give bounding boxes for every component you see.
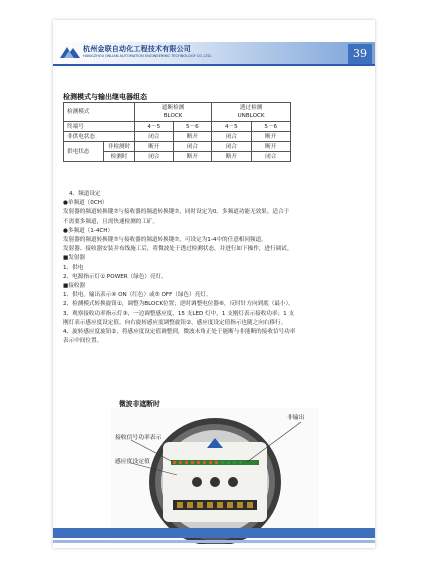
company-english-name: HANGZHOU JINLIAN AUTOMATION ENGINEERING TECHNOLOGY CO.,LTD. — [83, 54, 212, 58]
body-text — [63, 190, 368, 346]
paragraph-line: 刚灯表示感应度设定值。向右旋转感应度调整旋钮②，感应度设定值指示也随之向右移行。 — [63, 319, 287, 326]
table-row — [64, 142, 291, 152]
document-page — [53, 20, 375, 548]
table-cell: 5－6 — [173, 122, 212, 132]
table-cell: 闭合 — [135, 132, 174, 142]
table-cell: 5－6 — [251, 122, 290, 132]
company-logo-icon — [59, 45, 81, 59]
paragraph-line: 1、供电 — [63, 264, 84, 271]
relay-config-table — [63, 102, 291, 162]
header-cell-block: 遮断检测 BLOCK — [135, 103, 212, 122]
table-cell: 4－5 — [212, 122, 251, 132]
device-photo — [111, 408, 319, 544]
table-cell: 断开 — [251, 142, 290, 152]
row-label: 终端号 — [64, 122, 135, 132]
table-cell: 断开 — [135, 142, 174, 152]
table-header-row — [64, 103, 291, 122]
paragraph-line: 4、频道设定 — [69, 191, 101, 197]
footer-bar — [53, 528, 375, 538]
table-cell: 闭合 — [212, 142, 251, 152]
company-name: 杭州金联自动化工程技术有限公司 — [83, 45, 191, 53]
row-sublabel: 非检测时 — [104, 142, 135, 152]
paragraph-line: 不需要多频道，且需快速检测的工矿。 — [63, 218, 159, 225]
table-row — [64, 132, 291, 142]
callout-non-output: 非输出 — [287, 415, 305, 421]
paragraph-line: 发射器的频道转换键⑦与接收器的频道转换键⑦，可设定为1-4中的任意相同频道。 — [63, 237, 267, 244]
paragraph-line: 1、供电。输出表示④ ON（红色）或⑤ OFF（绿色）亮灯。 — [63, 292, 212, 299]
header-cell-mode: 检测模式 — [64, 103, 135, 122]
table-cell: 断开 — [251, 132, 290, 142]
row-sublabel: 检测时 — [104, 152, 135, 162]
table-cell: 断开 — [173, 152, 212, 162]
footer-line — [53, 540, 375, 543]
paragraph-line: 3、观察接收功率指示灯③，一边调整感应度，15 支LED 灯中，1 支刚灯表示接收功率；1 支 — [63, 310, 295, 317]
table-cell: 闭合 — [173, 142, 212, 152]
table-cell: 4－5 — [135, 122, 174, 132]
paragraph-line: ■接收器 — [63, 283, 86, 290]
paragraph-line: 发射器的频道转换键⑦与接收器的频道转换键⑦，同时设定为0。多频道功能无效果。适合于 — [63, 209, 290, 216]
table-cell: 闭合 — [135, 152, 174, 162]
page-number: 39 — [348, 44, 372, 64]
figure-title: 微波非遮断时 — [119, 400, 160, 408]
row-label: 非供电状态 — [64, 132, 135, 142]
paragraph-line: ●多频道（1-4CH） — [63, 227, 114, 234]
paragraph-line: 4、旋转感应度旋钮②，将感应度设定值调整到，微波未角正处于能断与非能断的接收信号功率 — [63, 329, 296, 336]
header-cell-unblock: 透过检测 UNBLOCK — [212, 103, 291, 122]
paragraph-line: ■发射器 — [63, 255, 86, 262]
row-label-power: 供电状态 — [64, 142, 104, 162]
paragraph-line: 表示中间位置。 — [63, 338, 103, 345]
paragraph-line: 2、检测模式转换旋钮①，调整为BLOCK位置；逆时调整电位器⑥，反时针方向到底（最小）。 — [63, 301, 294, 308]
section-title: 检测模式与输出继电器组态 — [63, 93, 147, 101]
table-cell: 断开 — [173, 132, 212, 142]
callout-sensitivity: 感应度设定值 — [115, 459, 150, 465]
paragraph-line: 2、电源指示灯① POWER（绿色）亮灯。 — [63, 273, 167, 280]
table-row — [64, 122, 291, 132]
paragraph-line: ●单频道（0CH） — [63, 200, 108, 207]
table-cell: 断开 — [212, 152, 251, 162]
table-cell: 闭合 — [212, 132, 251, 142]
callout-power-display: 接收信号功率表示 — [115, 435, 162, 441]
header-divider — [53, 64, 375, 66]
paragraph-line: 发射器、接收器安装并布线施工后，将微波处于透过检测状态，并进行如下操作，进行调试。 — [63, 246, 293, 253]
table-cell: 闭合 — [251, 152, 290, 162]
